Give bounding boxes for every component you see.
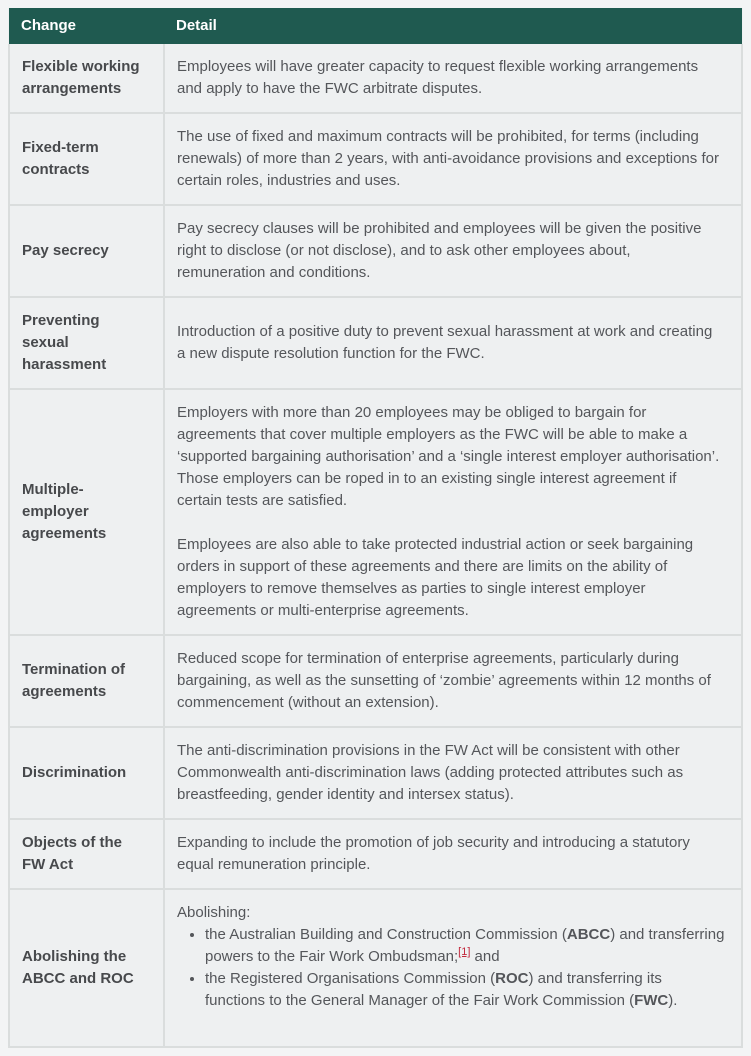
change-cell: Multiple-employer agreements — [9, 389, 164, 635]
header-row — [9, 8, 742, 44]
detail-cell — [164, 819, 742, 889]
table-row — [9, 889, 742, 1047]
acronym-roc: ROC — [495, 970, 529, 987]
detail-text-segment: and — [470, 948, 500, 965]
detail-paragraph: Introduction of a positive duty to prevent sexual harassment at work and creating a new dispute resolution function for the FWC. — [177, 323, 713, 362]
acronym-abcc: ABCC — [566, 926, 611, 943]
detail-text-segment: ). — [668, 992, 678, 1009]
table-row — [9, 113, 742, 205]
detail-cell — [164, 113, 742, 205]
detail-text-segment: ) and transferring powers to the Fair Work Ombudsman; — [205, 926, 725, 965]
footnote-superscript — [458, 944, 470, 958]
table-row — [9, 819, 742, 889]
table-row — [9, 297, 742, 389]
change-cell: Objects of the FW Act — [9, 819, 164, 889]
detail-paragraph: The anti-discrimination provisions in the FW Act will be consistent with other Commonwealth anti-discrimination laws (adding protected attributes such as breastfeeding, gender identity and intersex status). — [177, 742, 684, 803]
detail-cell — [164, 297, 742, 389]
detail-text-segment: ) and transferring its functions to the General Manager of the Fair Work Commission ( — [205, 970, 662, 1009]
detail-cell — [164, 205, 742, 297]
changes-table — [8, 8, 743, 1048]
change-cell: Flexible working arrangements — [9, 44, 164, 113]
change-cell: Pay secrecy — [9, 205, 164, 297]
detail-text-segment: the Australian Building and Construction Commission ( — [205, 926, 567, 943]
change-cell: Discrimination — [9, 727, 164, 819]
detail-paragraph: Expanding to include the promotion of job security and introducing a statutory equal remuneration principle. — [177, 834, 690, 873]
change-cell: Termination of agreements — [9, 635, 164, 727]
detail-paragraph: Employees are also able to take protected industrial action or seek bargaining orders in support of these agreements and there are limits on the ability of employers to remove themselves as parties to single interest employer agreements or multi-enterprise agreements. — [177, 536, 694, 619]
detail-column-header: Detail — [164, 8, 742, 44]
detail-paragraph: Abolishing: — [177, 904, 251, 921]
bullet-item — [205, 968, 725, 1012]
bullet-list — [177, 924, 729, 1012]
table-row — [9, 44, 742, 113]
bullet-item — [205, 924, 725, 968]
detail-text-segment: the Registered Organisations Commission ( — [205, 970, 496, 987]
acronym-fwc: FWC — [634, 992, 669, 1009]
detail-paragraph: Employees will have greater capacity to request flexible working arrangements and apply to have the FWC arbitrate disputes. — [177, 58, 699, 97]
detail-cell — [164, 44, 742, 113]
detail-cell — [164, 635, 742, 727]
change-column-header: Change — [9, 8, 164, 44]
change-cell: Abolishing the ABCC and ROC — [9, 889, 164, 1047]
table-row — [9, 205, 742, 297]
detail-paragraph: Pay secrecy clauses will be prohibited and employees will be given the positive right to disclose (or not disclose), and to ask other employees about, remuneration and conditions. — [177, 220, 702, 281]
table-row — [9, 727, 742, 819]
change-cell: Preventing sexual harassment — [9, 297, 164, 389]
table-row — [9, 635, 742, 727]
detail-paragraph: Employers with more than 20 employees may be obliged to bargain for agreements that cover multiple employers as the FWC will be able to make a ‘supported bargaining authorisation’ and a ‘single interest employer authorisation’. Those employers can be roped in to an existing single interest agreement if certain tests are satisfied. — [177, 404, 720, 509]
detail-cell — [164, 889, 742, 1047]
detail-cell — [164, 727, 742, 819]
detail-paragraph: The use of fixed and maximum contracts will be prohibited, for terms (including renewals) of more than 2 years, with anti-avoidance provisions and exceptions for certain roles, industries and uses. — [177, 128, 719, 189]
detail-paragraph: Reduced scope for termination of enterprise agreements, particularly during bargaining, as well as the sunsetting of ‘zombie’ agreements within 12 months of commencement (without an extension). — [177, 650, 711, 711]
detail-cell — [164, 389, 742, 635]
change-cell: Fixed-term contracts — [9, 113, 164, 205]
table-row — [9, 389, 742, 635]
footnote-ref-link[interactable]: [1] — [458, 946, 471, 958]
